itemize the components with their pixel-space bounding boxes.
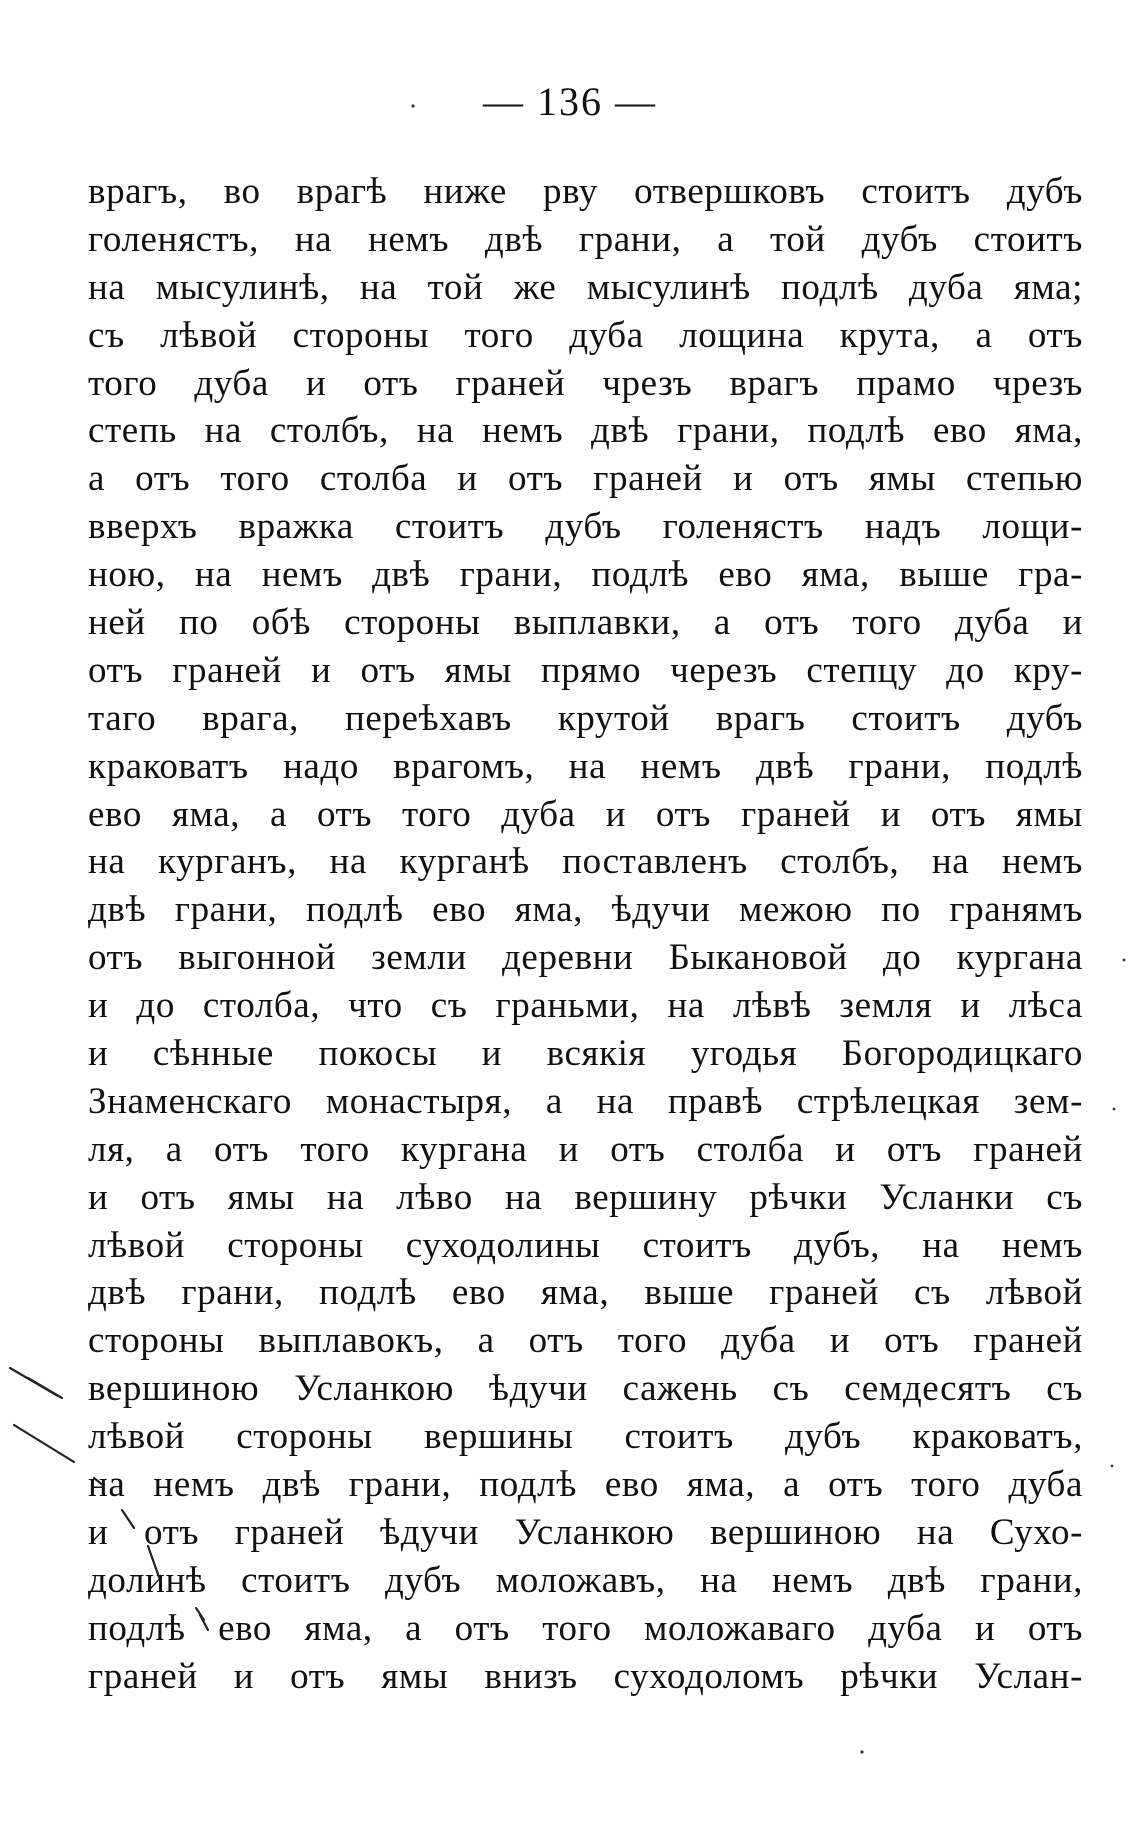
text-line: лѣвой стороны вершины стоитъ дубъ краковатъ, [88,1416,1083,1458]
text-line: съ лѣвой стороны того дуба лощина крута, а отъ [88,314,1083,356]
pencil-stroke [10,1368,58,1396]
text-line: ево яма, а отъ того дуба и отъ граней и отъ ямы [88,793,1083,835]
text-line: на курганъ, на курганѣ поставленъ столбъ, на немъ [88,841,1083,883]
text-line: голенястъ, на немъ двѣ грани, а той дубъ стоитъ [88,218,1083,260]
text-line: ля, а отъ того кургана и отъ столба и отъ граней [88,1128,1083,1170]
text-line: на мысулинѣ, на той же мысулинѣ подлѣ дуба яма; [88,266,1083,308]
text-line: долинѣ стоитъ дубъ моложавъ, на немъ двѣ грани, [88,1559,1083,1601]
speck [1111,1465,1114,1468]
text-line: и отъ ямы на лѣво на вершину рѣчки Усланки съ [88,1176,1083,1218]
page-number: — 136 — [483,79,657,124]
pencil-stroke [14,1425,74,1462]
text-line: ней по обѣ стороны выплавки, а отъ того дуба и [88,602,1083,644]
speck [1113,1108,1116,1111]
speck [860,1750,863,1753]
text-line: а отъ того столба и отъ граней и отъ ямы степью [88,458,1083,500]
text-line: двѣ грани, подлѣ ево яма, ѣдучи межою по гранямъ [88,889,1083,931]
text-line: врагъ, во врагѣ ниже рву отвершковъ стоитъ дубъ [88,171,1083,212]
text-line: отъ выгонной земли деревни Быкановой до кургана [88,937,1083,979]
text-line: Знаменскаго монастыря, а на правѣ стрѣлецкая зем- [88,1080,1083,1122]
text-line: двѣ грани, подлѣ ево яма, выше граней съ лѣвой [88,1272,1083,1314]
text-line: на немъ двѣ грани, подлѣ ево яма, а отъ того дуба [88,1464,1083,1506]
text-line: того дуба и отъ граней чрезъ врагъ прамо чрезъ [88,362,1083,404]
text-line: и сѣнные покосы и всякія угодья Богородицкаго [88,1033,1083,1075]
text-line: ною, на немъ двѣ грани, подлѣ ево яма, выше гра- [88,554,1083,596]
speck [1123,959,1126,962]
text-line: лѣвой стороны суходолины стоитъ дубъ, на немъ [88,1224,1083,1266]
text-line: и отъ граней ѣдучи Усланкою вершиною на Сухо- [88,1511,1083,1553]
text-line: краковатъ надо врагомъ, на немъ двѣ грани, подлѣ [88,745,1083,787]
text-line: и до столба, что съ граньми, на лѣвѣ земля и лѣса [88,985,1083,1027]
body-text [88,168,1083,1701]
text-line: вершиною Усланкою ѣдучи сажень съ семдесятъ съ [88,1368,1083,1410]
pencil-stroke [28,1378,62,1398]
text-line: отъ граней и отъ ямы прямо черезъ степцу до кру- [88,649,1083,691]
text-line: граней и отъ ямы внизъ суходоломъ рѣчки Услан- [88,1655,1083,1697]
text-line: таго врага, переѣхавъ крутой врагъ стоитъ дубъ [88,697,1083,739]
text-line: степь на столбъ, на немъ двѣ грани, подлѣ ево яма, [88,410,1083,452]
text-line: подлѣ ево яма, а отъ того моложаваго дуба и отъ [88,1607,1083,1649]
text-line: стороны выплавокъ, а отъ того дуба и отъ граней [88,1320,1083,1362]
text-line: вверхъ вражка стоитъ дубъ голенястъ надъ лощи- [88,506,1083,548]
